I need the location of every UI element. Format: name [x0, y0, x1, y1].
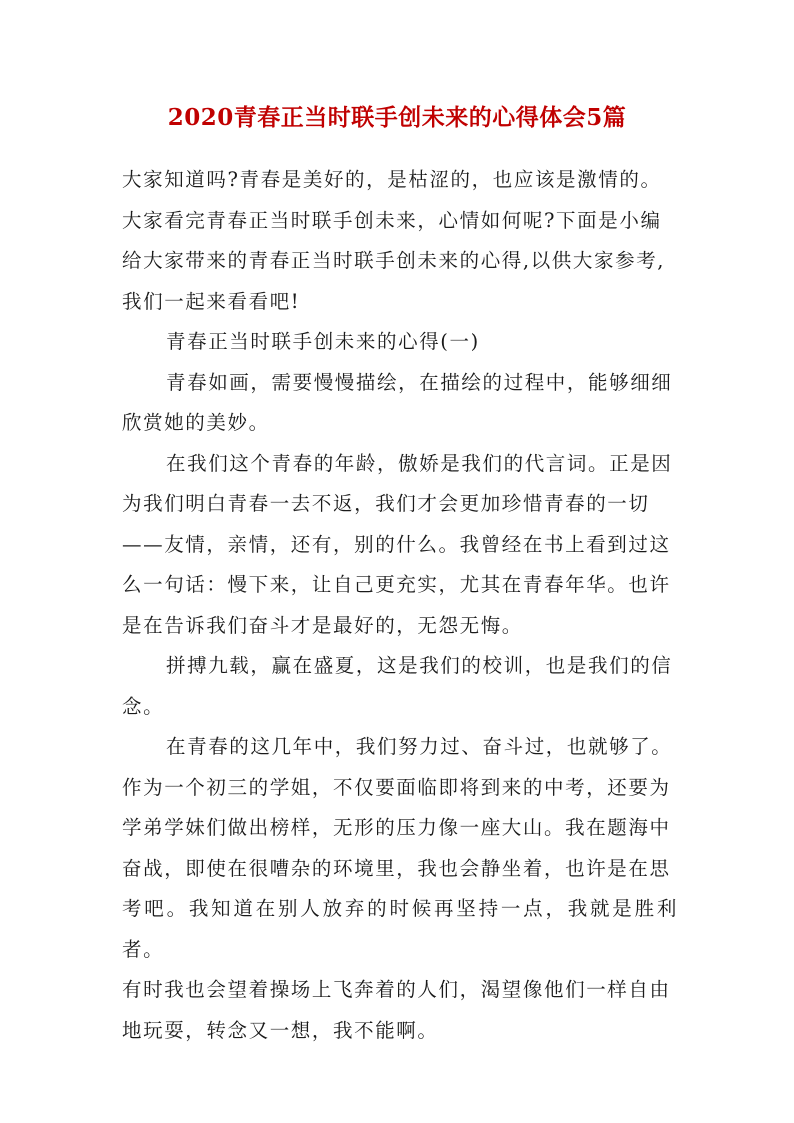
intro-line: 我们一起来看看吧! — [122, 289, 301, 313]
paragraph-line: 青春如画，需要慢慢描绘，在描绘的过程中，能够细细 — [166, 370, 673, 394]
paragraph-line: 学弟学妹们做出榜样，无形的压力像一座大山。我在题海中 — [122, 816, 671, 839]
paragraph-line: 是在告诉我们奋斗才是最好的，无怨无悔。 — [122, 613, 523, 637]
paragraph-line: 地玩耍，转念又一想，我不能啊。 — [122, 1018, 439, 1042]
paragraph-1 — [122, 363, 678, 444]
paragraph-line: 欣赏她的美妙。 — [122, 411, 270, 434]
paragraph-line: 有时我也会望着操场上飞奔着的人们，渴望像他们一样自由 — [122, 978, 671, 1001]
paragraph-2 — [122, 444, 678, 647]
paragraph-line: ——友情，亲情，还有，别的什么。我曾经在书上看到过这 — [122, 532, 671, 556]
intro-paragraph — [122, 160, 678, 322]
paragraph-line: 奋战，即使在很嘈杂的环境里，我也会静坐着，也许是在思 — [122, 856, 671, 880]
document-title: 2020青春正当时联手创未来的心得体会5篇 — [167, 104, 627, 131]
paragraph-line: 么一句话：慢下来，让自己更充实，尤其在青春年华。也许 — [122, 573, 671, 596]
paragraph-3 — [122, 646, 678, 727]
intro-line: 大家知道吗?青春是美好的，是枯涩的，也应该是激情的。 — [122, 168, 662, 191]
paragraph-line: 为我们明白青春一去不返，我们才会更加珍惜青春的一切 — [122, 492, 650, 515]
paragraph-line: 拼搏九载，赢在盛夏，这是我们的校训，也是我们的信 — [166, 654, 673, 677]
paragraph-line: 考吧。我知道在别人放弃的时候再坚持一点，我就是胜利者。 — [122, 897, 678, 961]
paragraph-line: 作为一个初三的学姐，不仅要面临即将到来的中考，还要为 — [122, 775, 671, 799]
intro-line: 大家看完青春正当时联手创未来，心情如何呢?下面是小编 — [122, 208, 662, 232]
intro-line: 给大家带来的青春正当时联手创未来的心得,以供大家参考, — [122, 249, 666, 272]
section-heading: 青春正当时联手创未来的心得(一) — [166, 330, 480, 353]
paragraph-line: 在青春的这几年中，我们努力过、奋斗过，也就够了。 — [166, 735, 673, 758]
paragraph-line: 在我们这个青春的年龄，傲娇是我们的代言词。正是因 — [166, 451, 673, 475]
document-body — [122, 160, 678, 1051]
paragraph-line: 念。 — [122, 694, 165, 718]
paragraph-4 — [122, 727, 678, 1051]
